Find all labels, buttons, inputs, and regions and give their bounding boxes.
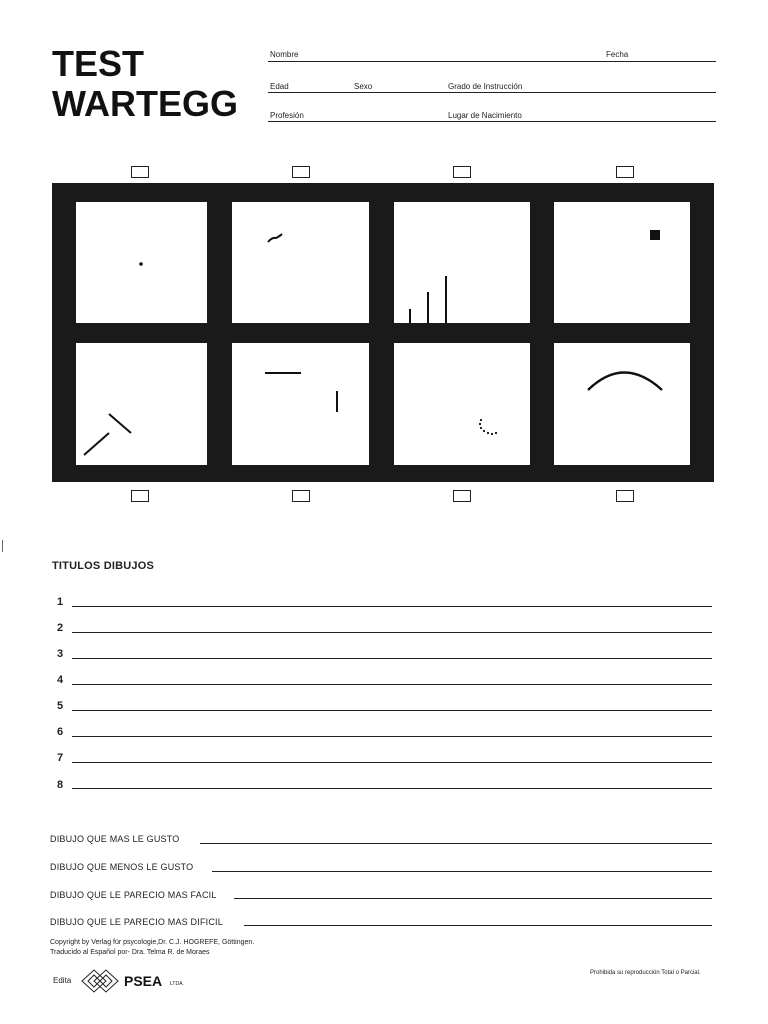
fecha-label: Fecha [606, 50, 629, 59]
drawing-cell-8[interactable] [554, 343, 690, 465]
title-number-8: 8 [57, 779, 64, 791]
edad-sexo-grado-line[interactable] [268, 92, 716, 93]
drawing-cell-3[interactable] [394, 202, 530, 323]
answer-line-easiest[interactable] [234, 898, 712, 899]
checkbox-drawing-7[interactable] [453, 490, 471, 502]
checkbox-drawing-5[interactable] [131, 490, 149, 502]
question-hardest: DIBUJO QUE LE PARECIO MAS DIFICIL [50, 917, 223, 927]
answer-line-most-liked[interactable] [200, 843, 712, 844]
answer-line-hardest[interactable] [244, 925, 712, 926]
nombre-fecha-line[interactable] [268, 61, 716, 62]
title-number-6: 6 [57, 726, 64, 738]
question-least-liked: DIBUJO QUE MENOS LE GUSTO [50, 862, 194, 872]
lugar-label: Lugar de Nacimiento [448, 111, 522, 120]
title-line-1[interactable] [72, 606, 712, 607]
stimulus-horizontal-vertical [232, 343, 369, 465]
reproduction-notice: Prohibida su reproducción Total o Parcial. [590, 970, 701, 976]
drawing-cell-1[interactable] [76, 202, 207, 323]
checkbox-drawing-1[interactable] [131, 166, 149, 178]
stimulus-oblique-lines [76, 343, 207, 465]
copyright-line-1: Copyright by Verlag für psycologie,Dr. C.J. HOGREFE, Göttingen. [50, 939, 255, 946]
title-line-5[interactable] [72, 710, 712, 711]
test-title-line2: WARTEGG [52, 83, 238, 124]
grado-label: Grado de Instrucción [448, 82, 523, 91]
edad-label: Edad [270, 82, 289, 91]
profesion-lugar-line[interactable] [268, 121, 716, 122]
checkbox-drawing-4[interactable] [616, 166, 634, 178]
title-line-3[interactable] [72, 658, 712, 659]
sexo-label: Sexo [354, 82, 373, 91]
test-title-line1: TEST [52, 43, 145, 84]
publisher-suffix: LTDA. [170, 981, 184, 987]
stimulus-large-arc [554, 343, 690, 465]
stimulus-ascending-lines [394, 202, 530, 323]
checkbox-drawing-8[interactable] [616, 490, 634, 502]
psea-logo [80, 966, 196, 996]
stimulus-dot [76, 202, 207, 323]
checkbox-drawing-6[interactable] [292, 490, 310, 502]
title-line-2[interactable] [72, 632, 712, 633]
checkbox-drawing-2[interactable] [292, 166, 310, 178]
copyright-line-2: Traducido al Español por- Dra. Telma R. de Moraes [50, 949, 210, 956]
answer-line-least-liked[interactable] [212, 871, 712, 872]
nombre-label: Nombre [270, 50, 299, 59]
stimulus-wave [232, 202, 369, 323]
title-number-5: 5 [57, 700, 64, 712]
question-easiest: DIBUJO QUE LE PARECIO MAS FACIL [50, 890, 217, 900]
title-line-7[interactable] [72, 762, 712, 763]
drawing-cell-2[interactable] [232, 202, 369, 323]
titulos-heading: TITULOS DIBUJOS [52, 560, 155, 572]
profesion-label: Profesión [270, 111, 304, 120]
stimulus-dotted-arc [394, 343, 530, 465]
margin-mark [2, 540, 3, 552]
title-number-4: 4 [57, 674, 64, 686]
drawing-cell-7[interactable] [394, 343, 530, 465]
publisher-name: PSEA [124, 973, 163, 989]
drawing-grid-frame [52, 183, 714, 482]
psea-logo-mark-icon [80, 966, 124, 996]
title-number-3: 3 [57, 648, 64, 660]
copyright-block [50, 938, 254, 958]
title-line-6[interactable] [72, 736, 712, 737]
title-number-7: 7 [57, 752, 64, 764]
title-line-8[interactable] [72, 788, 712, 789]
title-number-2: 2 [57, 622, 64, 634]
checkbox-drawing-3[interactable] [453, 166, 471, 178]
title-line-4[interactable] [72, 684, 712, 685]
edita-label: Edita [53, 976, 72, 985]
question-most-liked: DIBUJO QUE MAS LE GUSTO [50, 834, 180, 844]
drawing-cell-5[interactable] [76, 343, 207, 465]
drawing-cell-6[interactable] [232, 343, 369, 465]
drawing-cell-4[interactable] [554, 202, 690, 323]
stimulus-black-square [554, 202, 690, 323]
title-number-1: 1 [57, 596, 64, 608]
